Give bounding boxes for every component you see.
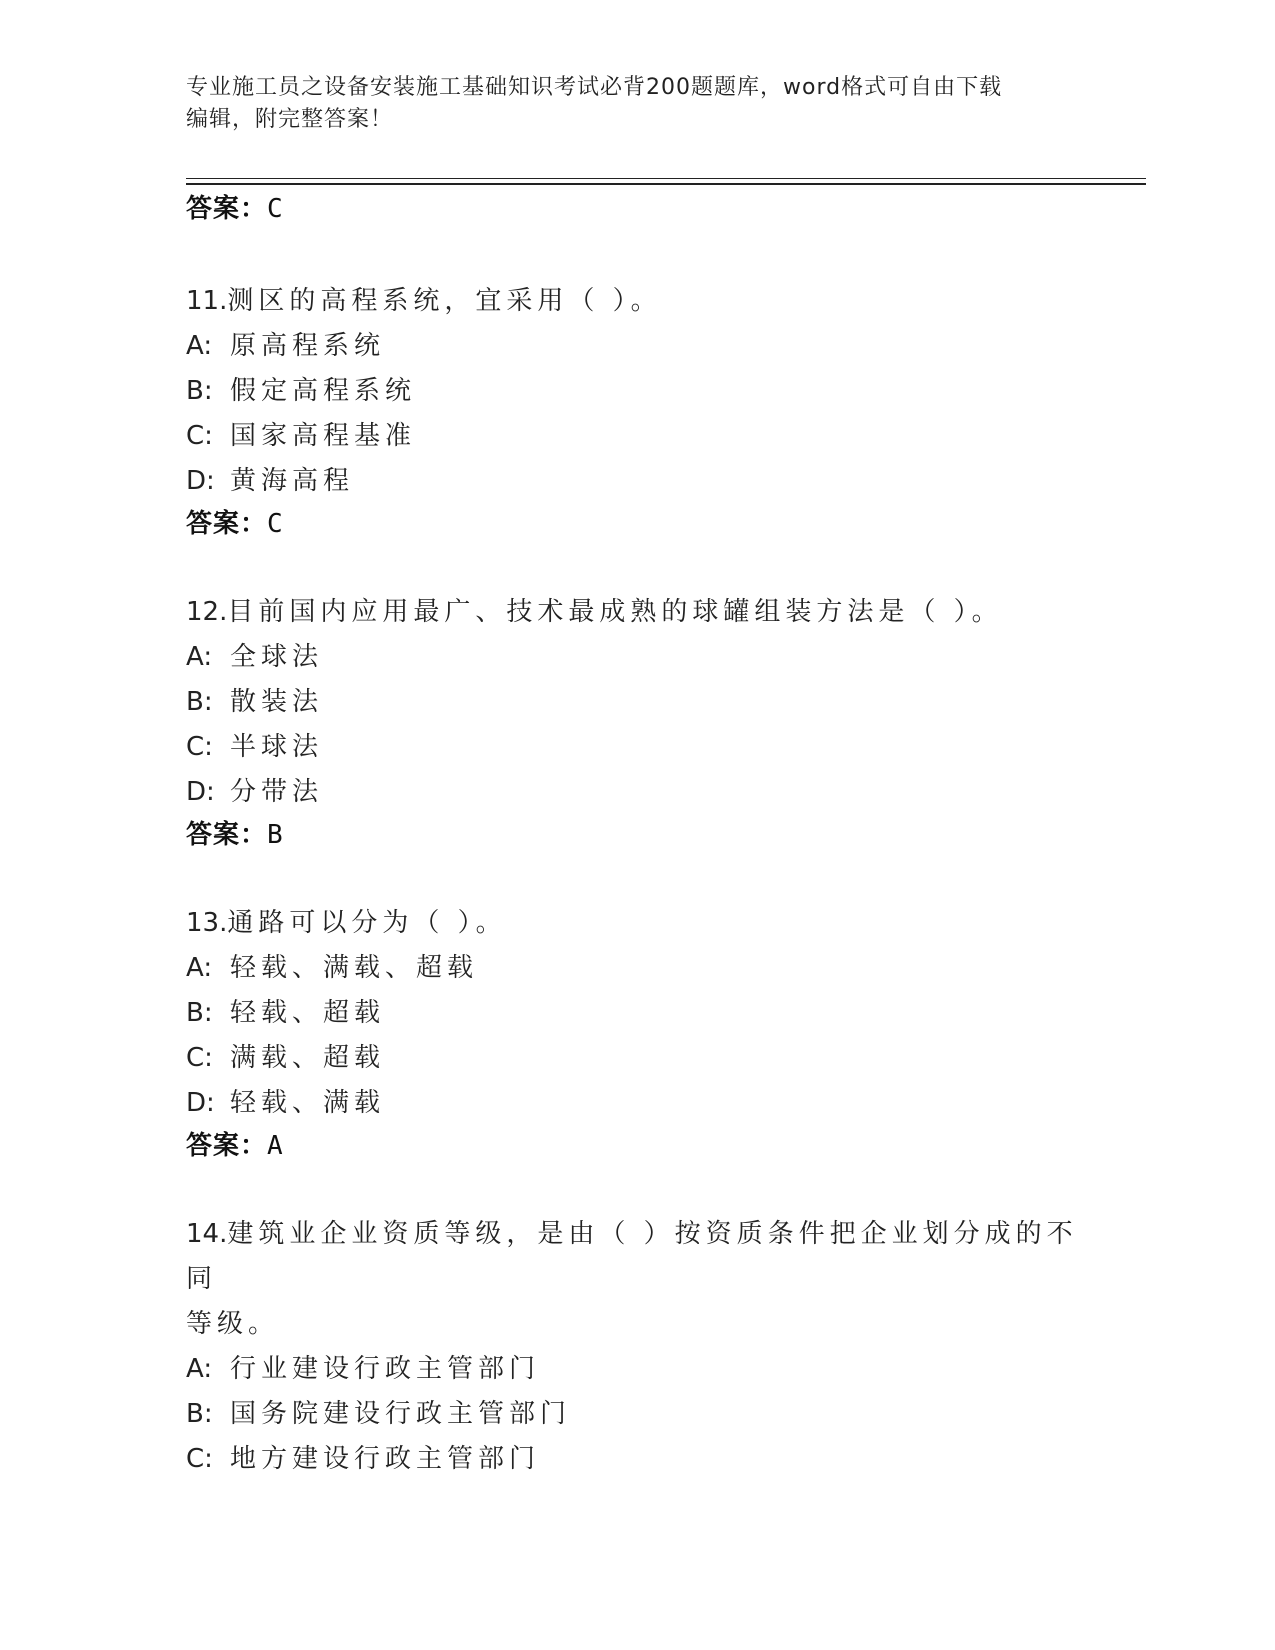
question-text	[186, 901, 1086, 946]
option-key: C:	[186, 732, 213, 762]
option-text: 行业建设行政主管部门	[230, 1354, 541, 1384]
question-13	[186, 901, 1086, 1166]
option-key: D:	[186, 777, 215, 807]
question-number: 14.	[186, 1219, 228, 1249]
question-number: 13.	[186, 908, 228, 938]
option-c	[186, 725, 1086, 770]
question-stem: 通路可以分为（ ）。	[227, 908, 507, 938]
option-a	[186, 946, 1086, 991]
option-d	[186, 1081, 1086, 1126]
option-text: 轻载、超载	[230, 998, 386, 1028]
answer-label: 答案：	[186, 1131, 268, 1161]
option-text: 轻载、满载	[230, 1088, 386, 1118]
option-key: B:	[186, 687, 213, 717]
header-rule-thick	[186, 183, 1146, 185]
option-text: 地方建设行政主管部门	[230, 1444, 541, 1474]
option-key: A:	[186, 331, 213, 361]
question-text	[186, 590, 1086, 635]
answer	[186, 504, 1086, 544]
option-a	[186, 1347, 1086, 1392]
option-b	[186, 991, 1086, 1036]
question-text-cont	[186, 1302, 1086, 1347]
option-a	[186, 635, 1086, 680]
option-text: 满载、超载	[230, 1043, 386, 1073]
question-stem: 目前国内应用最广、技术最成熟的球罐组装方法是（ ）。	[227, 597, 1003, 627]
header-rule-thin	[186, 178, 1146, 179]
option-b	[186, 680, 1086, 725]
header-line-2: 编辑，附完整答案！	[186, 107, 394, 132]
option-key: B:	[186, 376, 213, 406]
question-text	[186, 1212, 1086, 1302]
option-text: 假定高程系统	[230, 376, 417, 406]
option-text: 散装法	[230, 687, 324, 717]
option-key: A:	[186, 1354, 213, 1384]
option-text: 原高程系统	[230, 331, 386, 361]
header-line-1: 专业施工员之设备安装施工基础知识考试必背200题题库，word格式可自由下载	[186, 75, 1003, 100]
answer-value: C	[267, 509, 284, 539]
option-text: 分带法	[230, 777, 324, 807]
answer-value: A	[267, 1131, 284, 1161]
option-text: 国务院建设行政主管部门	[230, 1399, 572, 1429]
question-stem-line-1: 建筑业企业资质等级，是由（ ）按资质条件把企业划分成的不同	[186, 1219, 1078, 1294]
option-text: 轻载、满载、超载	[230, 953, 479, 983]
option-b	[186, 1392, 1086, 1437]
question-12	[186, 590, 1086, 855]
document-header	[186, 72, 1066, 136]
option-key: D:	[186, 466, 215, 496]
option-text: 黄海高程	[230, 466, 355, 496]
answer-label: 答案：	[186, 194, 268, 224]
answer-label: 答案：	[186, 509, 268, 539]
option-d	[186, 770, 1086, 815]
option-c	[186, 1437, 1086, 1482]
option-b	[186, 369, 1086, 414]
option-text: 国家高程基准	[230, 421, 417, 451]
option-text: 半球法	[230, 732, 324, 762]
answer-label: 答案：	[186, 820, 268, 850]
question-stem: 测区的高程系统，宜采用（ ）。	[227, 286, 662, 316]
option-key: D:	[186, 1088, 215, 1118]
answer-value: B	[267, 820, 284, 850]
option-d	[186, 459, 1086, 504]
option-key: C:	[186, 1444, 213, 1474]
option-a	[186, 324, 1086, 369]
option-key: A:	[186, 642, 213, 672]
option-key: C:	[186, 421, 213, 451]
answer-value: C	[267, 194, 284, 224]
question-number: 11.	[186, 286, 228, 316]
answer	[186, 1126, 1086, 1166]
question-text	[186, 279, 1086, 324]
option-c	[186, 1036, 1086, 1081]
question-11	[186, 279, 1086, 544]
question-number: 12.	[186, 597, 228, 627]
question-list	[186, 189, 1086, 1482]
option-key: A:	[186, 953, 213, 983]
option-key: B:	[186, 998, 213, 1028]
option-key: B:	[186, 1399, 213, 1429]
option-c	[186, 414, 1086, 459]
prev-answer	[186, 189, 1086, 229]
question-stem-line-2: 等级。	[186, 1309, 280, 1339]
option-key: C:	[186, 1043, 213, 1073]
question-14	[186, 1212, 1086, 1482]
option-text: 全球法	[230, 642, 324, 672]
answer	[186, 815, 1086, 855]
